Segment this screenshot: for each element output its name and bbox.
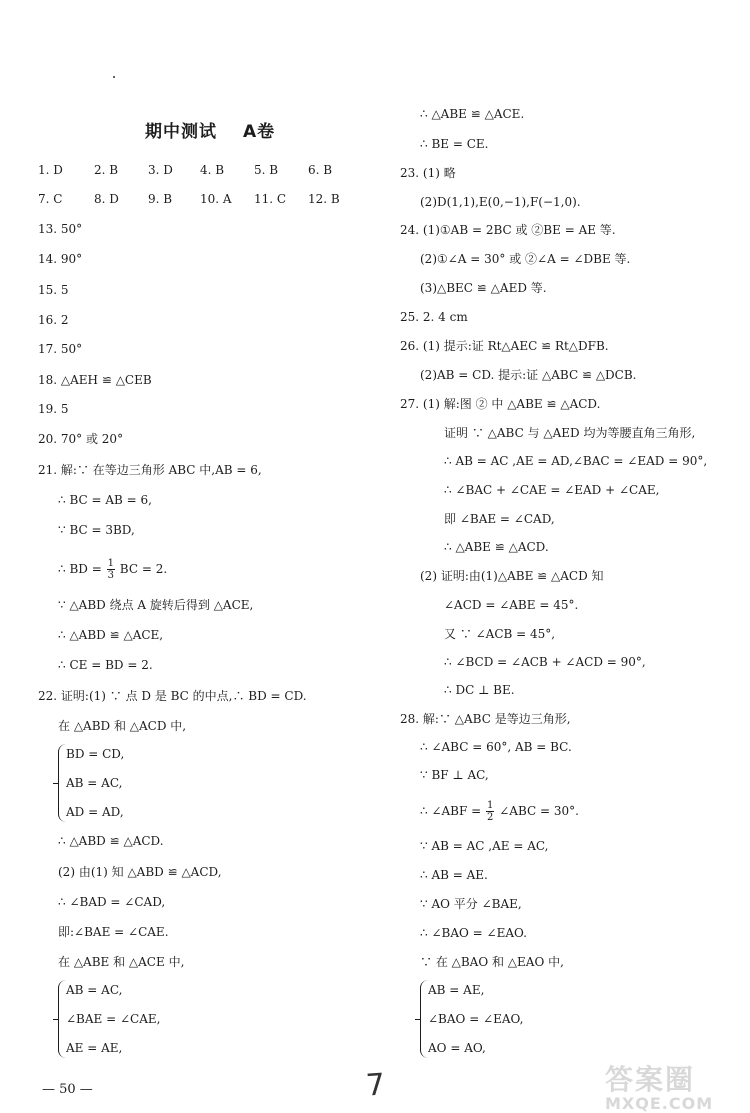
- scan-speck: [113, 76, 115, 78]
- q22-line: 在 △ABE 和 △ACE 中,: [58, 955, 185, 969]
- site-watermark: [605, 1058, 713, 1113]
- q22-condition: BD = CD,: [66, 747, 125, 761]
- title-main: 期中测试: [145, 122, 217, 142]
- answer-27: 即 ∠BAE = ∠CAD,: [444, 512, 555, 526]
- answer-27: ∴ DC ⊥ BE.: [444, 683, 515, 697]
- q22-line: 即:∠BAE = ∠CAE.: [58, 925, 169, 939]
- q22-condition: ∠BAE = ∠CAE,: [66, 1012, 161, 1026]
- title-paper: A卷: [243, 122, 276, 142]
- answer-28: ∴ ∠ABC = 60°, AB = BC.: [420, 740, 572, 754]
- answer-13: 13. 50°: [38, 222, 83, 236]
- answer-23: (2)D(1,1),E(0,−1),F(−1,0).: [420, 195, 581, 209]
- answer-15: 15. 5: [38, 283, 69, 297]
- answer-item: 10. A: [200, 192, 232, 206]
- fraction-numerator: 1: [107, 558, 114, 569]
- q22-condition: AB = AC,: [66, 776, 123, 790]
- q21-line: ∴ CE = BD = 2.: [58, 658, 153, 672]
- a28-fraction-line: [420, 799, 579, 823]
- q21-fraction-pre: ∴ BD =: [58, 562, 102, 576]
- handwritten-mark: 7: [364, 1067, 387, 1104]
- answer-24: (2)①∠A = 30° 或 ②∠A = ∠DBE 等.: [420, 252, 631, 266]
- answer-item: 2. B: [94, 163, 119, 177]
- answer-27: ∴ AB = AC ,AE = AD,∠BAC = ∠EAD = 90°,: [444, 454, 708, 468]
- answer-16: 16. 2: [38, 313, 69, 327]
- q22-condition: AB = AC,: [66, 983, 123, 997]
- answer-26: 26. (1) 提示:证 Rt△AEC ≌ Rt△DFB.: [400, 339, 609, 353]
- answer-27: ∠ACD = ∠ABE = 45°.: [444, 598, 579, 612]
- a28-fraction-pre: ∴ ∠ABF =: [420, 804, 482, 818]
- a28-condition: AB = AE,: [428, 983, 485, 997]
- answer-item: 9. B: [148, 192, 173, 206]
- watermark-url: MXQE.COM: [605, 1094, 714, 1113]
- answer-item: 3. D: [148, 163, 173, 177]
- answer-28: ∵ AB = AC ,AE = AC,: [420, 839, 549, 853]
- q21-fraction-post: BC = 2.: [119, 562, 168, 576]
- page-title: [145, 117, 275, 142]
- answer-28: ∵ 在 △BAO 和 △EAO 中,: [420, 955, 564, 969]
- fraction-numerator: 1: [487, 800, 494, 811]
- fraction-one-half: [486, 800, 494, 823]
- q22-condition: AE = AE,: [66, 1041, 123, 1055]
- fraction-denominator: 2: [487, 812, 494, 823]
- q22-condition: AD = AD,: [66, 805, 124, 819]
- answer-28: ∴ AB = AE.: [420, 868, 488, 882]
- answer-27: ∴ △ABE ≌ △ACD.: [444, 540, 549, 554]
- watermark-logo-text: 答案圈: [605, 1063, 696, 1096]
- answer-27: 证明 ∵ △ABC 与 △AED 均为等腰直角三角形,: [444, 426, 696, 440]
- q22-line: (2) 由(1) 知 △ABD ≌ △ACD,: [58, 865, 222, 879]
- q22-conclusion: ∴ △ABE ≌ △ACE.: [420, 107, 525, 121]
- answer-26: (2)AB = CD. 提示:证 △ABC ≌ △DCB.: [420, 368, 637, 382]
- answer-24: 24. (1)①AB = 2BC 或 ②BE = AE 等.: [400, 223, 616, 237]
- q22-line: ∴ ∠BAD = ∠CAD,: [58, 895, 166, 909]
- a28-fraction-post: ∠ABC = 30°.: [499, 804, 579, 818]
- answer-28: ∴ ∠BAO = ∠EAO.: [420, 926, 527, 940]
- answer-28: ∵ AO 平分 ∠BAE,: [420, 897, 522, 911]
- answer-28: ∵ BF ⊥ AC,: [420, 768, 489, 782]
- answer-item: 4. B: [200, 163, 225, 177]
- answer-item: 7. C: [38, 192, 63, 206]
- q22-line: 在 △ABD 和 △ACD 中,: [58, 719, 187, 733]
- q21-fraction-line: [58, 557, 167, 581]
- q21-line: ∴ BC = AB = 6,: [58, 493, 152, 507]
- a28-condition: ∠BAO = ∠EAO,: [428, 1012, 524, 1026]
- a28-condition: AO = AO,: [428, 1041, 486, 1055]
- answer-27: ∴ ∠BAC + ∠CAE = ∠EAD + ∠CAE,: [444, 483, 660, 497]
- fraction-denominator: 3: [107, 570, 114, 581]
- q22-line: ∴ △ABD ≌ △ACD.: [58, 834, 164, 848]
- answer-item: 8. D: [94, 192, 119, 206]
- q22-line: 22. 证明:(1) ∵ 点 D 是 BC 的中点,∴ BD = CD.: [38, 689, 307, 703]
- answer-20: 20. 70° 或 20°: [38, 432, 124, 446]
- answer-28: 28. 解:∵ △ABC 是等边三角形,: [400, 712, 571, 726]
- q21-line: ∴ △ABD ≌ △ACE,: [58, 628, 164, 642]
- answer-item: 1. D: [38, 163, 63, 177]
- answer-14: 14. 90°: [38, 252, 83, 266]
- answer-25: 25. 2. 4 cm: [400, 310, 468, 324]
- answer-27: 27. (1) 解:图 ② 中 △ABE ≌ △ACD.: [400, 397, 601, 411]
- answer-27: (2) 证明:由(1)△ABE ≌ △ACD 知: [420, 569, 604, 583]
- answer-19: 19. 5: [38, 402, 69, 416]
- answer-item: 6. B: [308, 163, 333, 177]
- answer-18: 18. △AEH ≌ △CEB: [38, 373, 152, 387]
- answer-27: 又 ∵ ∠ACB = 45°,: [444, 627, 556, 641]
- answer-item: 5. B: [254, 163, 279, 177]
- fraction-one-third: [107, 558, 115, 581]
- answer-item: 11. C: [254, 192, 287, 206]
- answer-24: (3)△BEC ≌ △AED 等.: [420, 281, 547, 295]
- q21-line: ∵ △ABD 绕点 A 旋转后得到 △ACE,: [58, 598, 254, 612]
- answer-item: 12. B: [308, 192, 340, 206]
- answer-27: ∴ ∠BCD = ∠ACB + ∠ACD = 90°,: [444, 655, 646, 669]
- page-number: — 50 —: [42, 1082, 93, 1097]
- answer-17: 17. 50°: [38, 342, 83, 356]
- q22-conclusion: ∴ BE = CE.: [420, 137, 489, 151]
- q21-line: 21. 解:∵ 在等边三角形 ABC 中,AB = 6,: [38, 463, 262, 477]
- q21-line: ∵ BC = 3BD,: [58, 523, 135, 537]
- answer-23: 23. (1) 略: [400, 166, 456, 180]
